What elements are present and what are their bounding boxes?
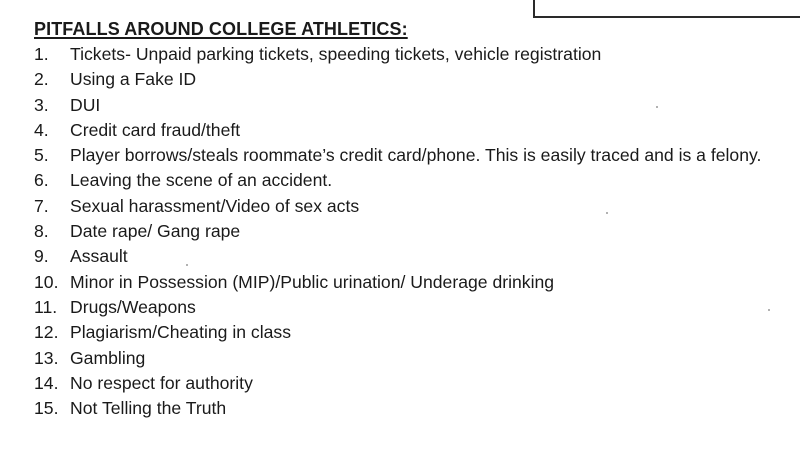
scan-speck — [606, 212, 608, 214]
item-number: 11. — [34, 296, 58, 317]
item-text: Minor in Possession (MIP)/Public urination/ Underage drinking — [70, 271, 555, 292]
list-item — [34, 219, 761, 244]
list-item — [34, 346, 761, 371]
item-text: Drugs/Weapons — [70, 296, 196, 317]
item-number: 2. — [34, 69, 49, 90]
list-item — [34, 270, 761, 295]
item-text: Player borrows/steals roommate’s credit card/phone. This is easily traced and is a felony. — [70, 145, 762, 166]
item-text: Date rape/ Gang rape — [70, 221, 241, 242]
item-text: DUI — [70, 94, 101, 115]
page-heading: PITFALLS AROUND COLLEGE ATHLETICS: — [34, 19, 408, 39]
list-item — [34, 244, 761, 269]
list-item — [34, 118, 761, 143]
list-item — [34, 320, 761, 345]
item-text: Leaving the scene of an accident. — [70, 170, 333, 191]
list-item — [34, 396, 761, 421]
pitfall-list — [34, 42, 761, 421]
header-box-corner — [533, 0, 800, 18]
item-text: Using a Fake ID — [70, 69, 197, 90]
list-item — [34, 42, 761, 67]
item-number: 3. — [34, 94, 49, 115]
item-number: 5. — [34, 145, 49, 166]
item-text: Gambling — [70, 347, 146, 368]
item-number: 8. — [34, 221, 49, 242]
item-text: Sexual harassment/Video of sex acts — [70, 195, 360, 216]
item-number: 12. — [34, 322, 59, 343]
list-item — [34, 168, 761, 193]
item-text: Assault — [70, 246, 128, 267]
item-text: Credit card fraud/theft — [70, 119, 241, 140]
list-item — [34, 295, 761, 320]
item-text: No respect for authority — [70, 372, 253, 393]
item-text: Tickets- Unpaid parking tickets, speeding tickets, vehicle registration — [70, 44, 602, 64]
list-item — [34, 93, 761, 118]
item-number: 9. — [34, 246, 49, 267]
list-item — [34, 194, 761, 219]
item-number: 10. — [34, 271, 59, 292]
scan-speck — [768, 309, 770, 311]
scan-speck — [186, 264, 188, 266]
list-item — [34, 67, 761, 92]
item-number: 6. — [34, 170, 49, 191]
item-number: 13. — [34, 347, 59, 368]
item-text: Plagiarism/Cheating in class — [70, 322, 291, 343]
item-number: 7. — [34, 195, 49, 216]
list-item — [34, 371, 761, 396]
item-number: 15. — [34, 398, 59, 419]
list-item — [34, 143, 761, 168]
item-number: 4. — [34, 119, 49, 140]
item-number: 1. — [34, 44, 49, 64]
item-text: Not Telling the Truth — [70, 398, 227, 419]
item-number: 14. — [34, 372, 59, 393]
scan-speck — [656, 106, 658, 108]
